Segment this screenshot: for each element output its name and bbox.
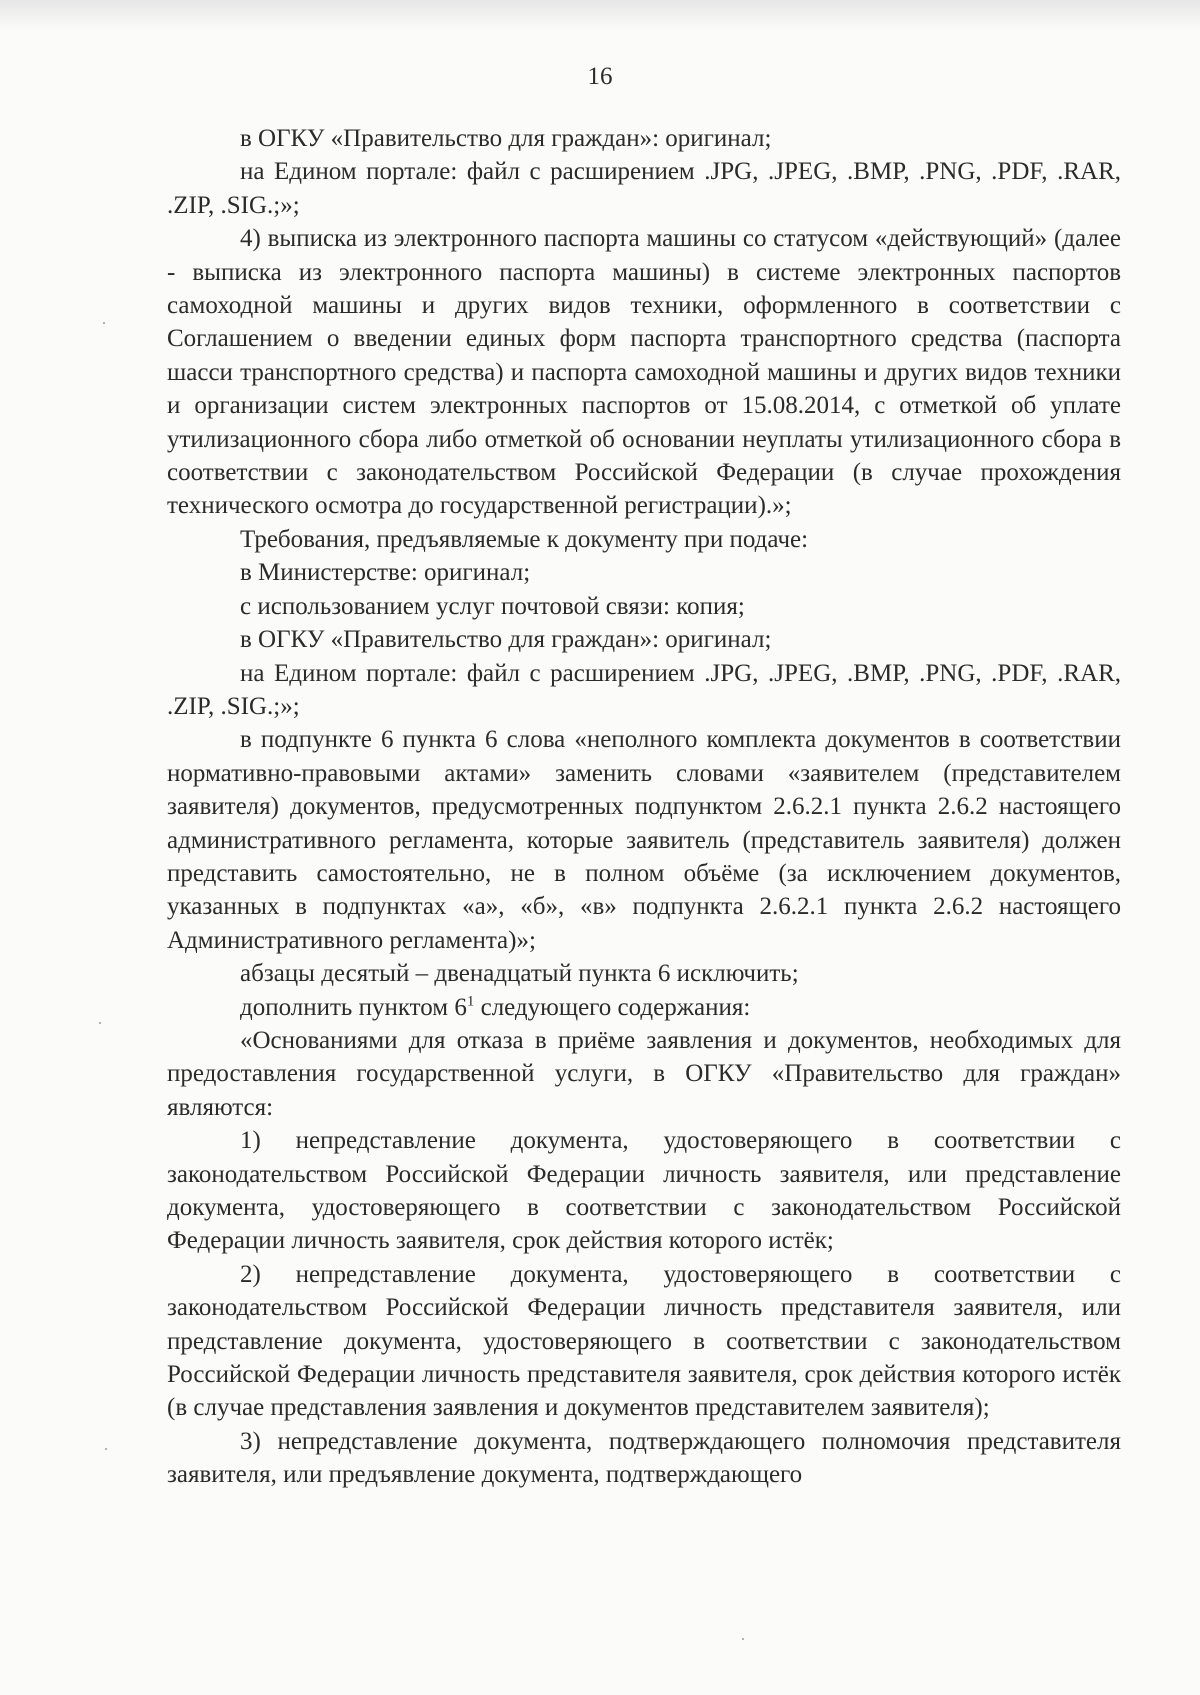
superscript: 1 <box>466 993 475 1010</box>
page-number: 16 <box>587 63 613 90</box>
scan-edge-shadow <box>0 0 1200 30</box>
paragraph: абзацы десятый – двенадцатый пункта 6 исключить; <box>240 960 799 988</box>
paragraph: с использованием услуг почтовой связи: копия; <box>240 592 745 620</box>
supplement-text-end: следующего содержания: <box>474 993 751 1021</box>
paragraph: в Министерстве: оригинал; <box>240 559 531 587</box>
body-text <box>167 122 1121 1492</box>
paragraph: в ОГКУ «Правительство для граждан»: оригинал; <box>240 626 772 654</box>
supplement-text: дополнить пунктом 6 <box>240 993 467 1021</box>
paragraph: 4) выписка из электронного паспорта машины со статусом «действующий» (далее - выписка из электронного паспорта машины) в системе электронных паспортов самоходной машины и других видов техники, оформленного в соответствии с Соглашением о введении единых форм паспорта транспортного средства (паспорта шасси транспортного средства) и паспорта самоходной машины и других видов техники и организации систем электронных паспортов от 15.08.2014, с отметкой об уплате утилизационного сбора либо отметкой об основании неуплаты утилизационного сбора в соответствии с законодательством Российской Федерации (в случае прохождения технического осмотра до государственной регистрации).»; <box>167 225 1121 520</box>
paragraph: «Основаниями для отказа в приёме заявления и документов, необходимых для предоставления государственной услуги, в ОГКУ «Правительство для граждан» являются: <box>167 1026 1121 1121</box>
scan-speck <box>99 1022 101 1024</box>
paragraph: 1) непредставление документа, удостоверяющего в соответствии с законодательством Российской Федерации личность заявителя, или представление документа, удостоверяющего в соответствии с законодательством Российской Федерации личность заявителя, срок действия которого истёк; <box>167 1127 1121 1255</box>
paragraph: 3) непредставление документа, подтверждающего полномочия представителя заявителя, или предъявление документа, подтверждающего <box>167 1427 1121 1489</box>
scan-speck <box>105 1448 107 1450</box>
paragraph: Требования, предъявляемые к документу при подаче: <box>240 525 809 553</box>
scan-speck <box>103 322 105 324</box>
paragraph: на Едином портале: файл с расширением .JPG, .JPEG, .BMP, .PNG, .PDF, .RAR, .ZIP, .SIG.;»; <box>167 659 1121 720</box>
paragraph: на Едином портале: файл с расширением .JPG, .JPEG, .BMP, .PNG, .PDF, .RAR, .ZIP, .SIG.;»; <box>167 158 1121 219</box>
paragraph: в ОГКУ «Правительство для граждан»: оригинал; <box>240 125 772 152</box>
supplement-paragraph <box>167 991 1121 1024</box>
scan-speck <box>742 1638 744 1640</box>
paragraph: в подпункте 6 пункта 6 слова «неполного комплекта документов в соответствии нормативно-правовыми актами» заменить словами «заявителем (представителем заявителя) документов, предусмотренных подпунктом 2.6.2.1 пункта 2.6.2 настоящего административного регламента, которые заявитель (представитель заявителя) должен представить самостоятельно, не в полном объёме (за исключением документов, указанных в подпунктах «а», «б», «в» подпункта 2.6.2.1 пункта 2.6.2 настоящего Административного регламента)»; <box>167 726 1121 954</box>
paragraph: 2) непредставление документа, удостоверяющего в соответствии с законодательством Российской Федерации личность представителя заявителя, или представление документа, удостоверяющего в соответствии с законодательством Российской Федерации личность представителя заявителя, срок действия которого истёк (в случае представления заявления и документов представителем заявителя); <box>167 1260 1121 1422</box>
